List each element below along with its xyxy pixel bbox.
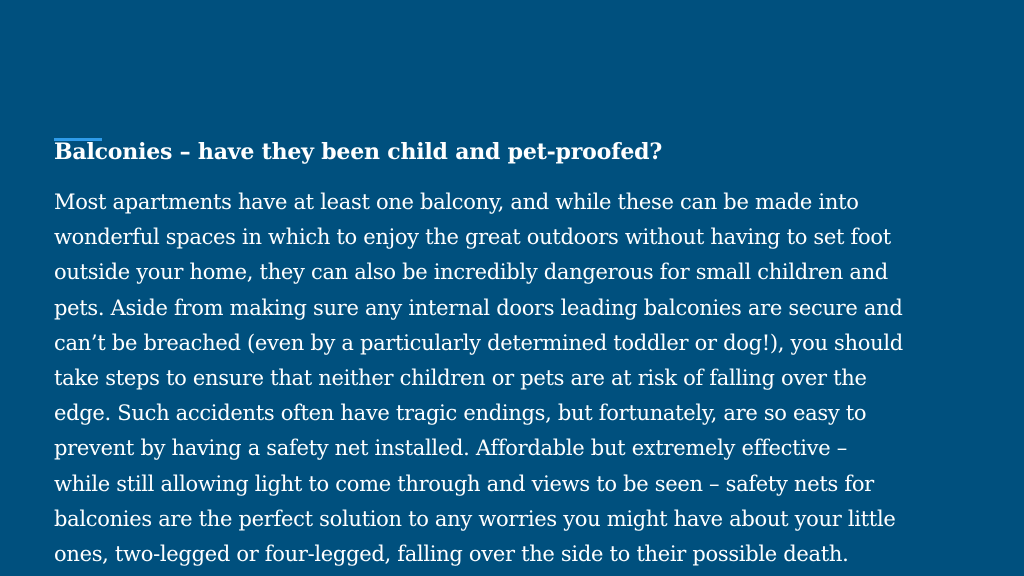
body-line: outside your home, they can also be incredibly dangerous for small children and (54, 260, 888, 285)
body-line: can’t be breached (even by a particularly determined toddler or dog!), you should (54, 330, 903, 355)
slide-heading: Balconies – have they been child and pet-proofed? (54, 139, 663, 165)
body-line: edge. Such accidents often have tragic endings, but fortunately, are so easy to (54, 401, 867, 426)
body-line: wonderful spaces in which to enjoy the great outdoors without having to set foot (54, 225, 891, 250)
body-line: balconies are the perfect solution to any worries you might have about your little (54, 506, 896, 531)
body-line: prevent by having a safety net installed. Affordable but extremely effective – (54, 436, 847, 461)
body-line: ones, two-legged or four-legged, falling over the side to their possible death. (54, 542, 849, 567)
body-line: while still allowing light to come through and views to be seen – safety nets for (54, 471, 874, 496)
body-line: take steps to ensure that neither children or pets are at risk of falling over the (54, 366, 867, 391)
slide-body-text (54, 185, 984, 572)
body-line: pets. Aside from making sure any internal doors leading balconies are secure and (54, 295, 903, 320)
body-line: Most apartments have at least one balcony, and while these can be made into (54, 190, 859, 214)
